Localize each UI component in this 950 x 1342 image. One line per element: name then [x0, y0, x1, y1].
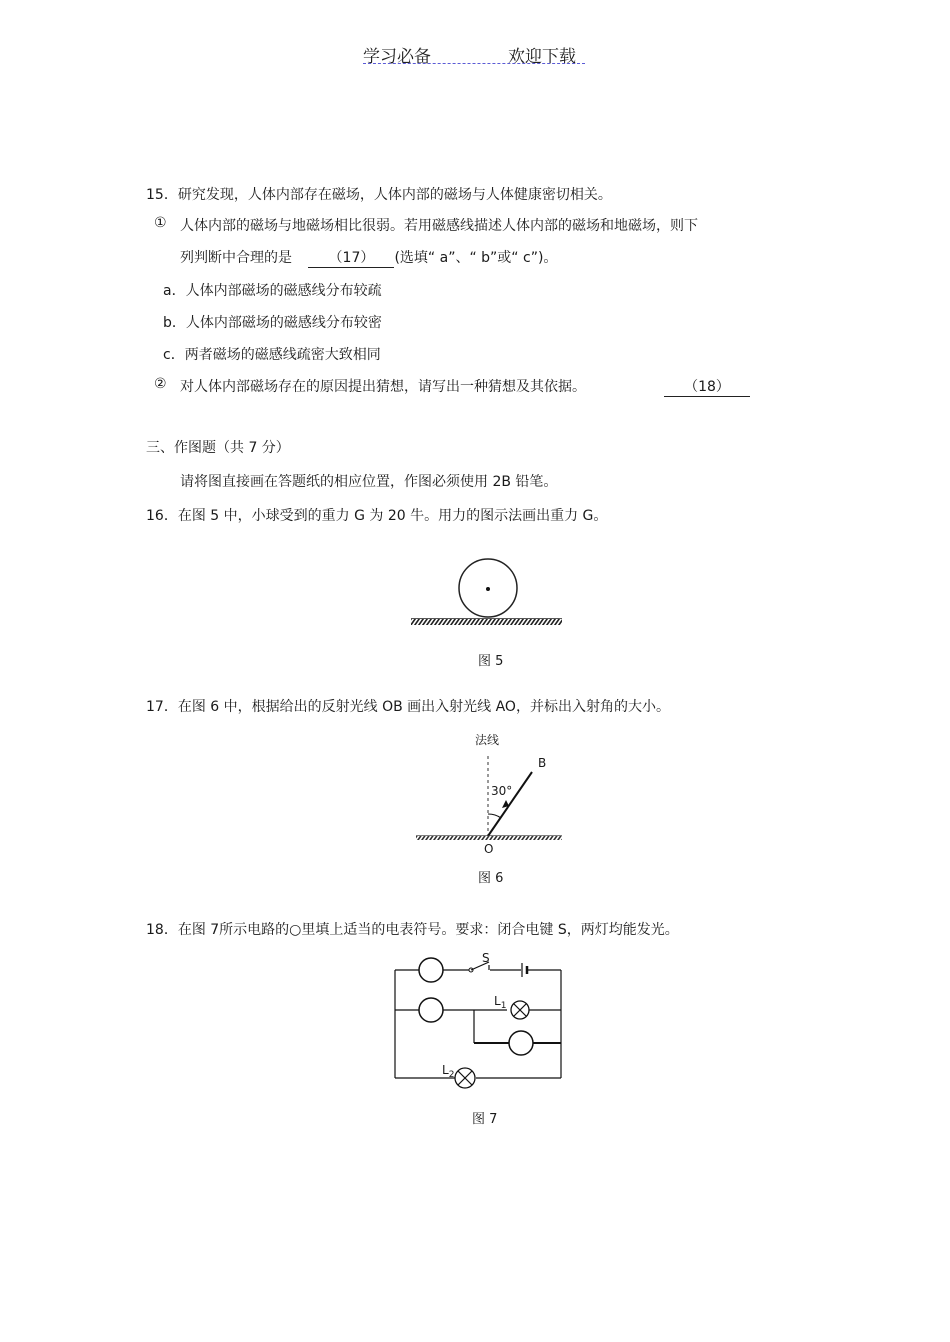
meter-slot-middle[interactable] [419, 998, 443, 1022]
header-left: 学习必备 [363, 47, 431, 67]
figure-7-caption: 图 7 [472, 1112, 498, 1127]
answer-blank-17[interactable]: （17） [308, 247, 394, 268]
lamp-l1-label: $L_1$ [494, 994, 507, 1011]
angle-label: 30° [491, 784, 513, 798]
ground-hatch [411, 619, 562, 625]
q17-text: 17．在图 6 中，根据给出的反射光线 OB 画出入射光线 AO，并标出入射角的大小。 [146, 699, 670, 715]
q15-option-c: c．两者磁场的磁感线疏密大致相同 [163, 347, 381, 363]
point-o-label: O [484, 842, 494, 856]
q15-part1-choice-hint: (选填“ a”、“ b”或“ c”)。 [394, 250, 558, 266]
q15-option-a: a．人体内部磁场的磁感线分布较疏 [163, 283, 382, 299]
meter-slot-lower[interactable] [509, 1031, 533, 1055]
section-3-title: 三、作图题（共 7 分） [146, 440, 290, 456]
normal-label: 法线 [475, 733, 500, 747]
q15-part2-mark: ② [154, 376, 167, 392]
q15-part1-line2 [180, 247, 557, 268]
figure-7-circuit [390, 950, 570, 1095]
figure-5-ball-on-ground [405, 552, 570, 632]
ball-center-dot [486, 587, 490, 591]
switch-label: S [482, 951, 490, 965]
point-b-label: B [538, 756, 547, 770]
q15-part1-mark: ① [154, 215, 167, 231]
reflected-ray-ob [488, 772, 532, 836]
header-underline [363, 63, 585, 64]
q16-text: 16．在图 5 中，小球受到的重力 G 为 20 牛。用力的图示法画出重力 G。 [146, 508, 608, 524]
figure-5-caption: 图 5 [478, 654, 504, 669]
q15-part1-line1: 人体内部的磁场与地磁场相比很弱。若用磁感线描述人体内部的磁场和地磁场，则下 [180, 218, 698, 234]
figure-6-reflection [410, 730, 570, 860]
header-right: 欢迎下载 [508, 47, 576, 67]
mirror-hatch [416, 836, 562, 840]
q15-stem: 15．研究发现，人体内部存在磁场，人体内部的磁场与人体健康密切相关。 [146, 187, 612, 203]
section-3-instruction: 请将图直接画在答题纸的相应位置，作图必须使用 2B 铅笔。 [180, 474, 558, 490]
answer-blank-18[interactable]: （18） [664, 376, 750, 397]
meter-slot-top[interactable] [419, 958, 443, 982]
q15-option-b: b．人体内部磁场的磁感线分布较密 [163, 315, 382, 331]
q18-text: 18．在图 7所示电路的○里填上适当的电表符号。要求：闭合电键 S，两灯均能发光。 [146, 922, 679, 938]
lamp-l2-label: $L_2$ [442, 1063, 455, 1080]
q15-part1-prompt: 列判断中合理的是 [180, 250, 292, 266]
q15-part2-text: 对人体内部磁场存在的原因提出猜想，请写出一种猜想及其依据。 [180, 379, 586, 395]
angle-arc [488, 814, 501, 818]
figure-6-caption: 图 6 [478, 871, 504, 886]
